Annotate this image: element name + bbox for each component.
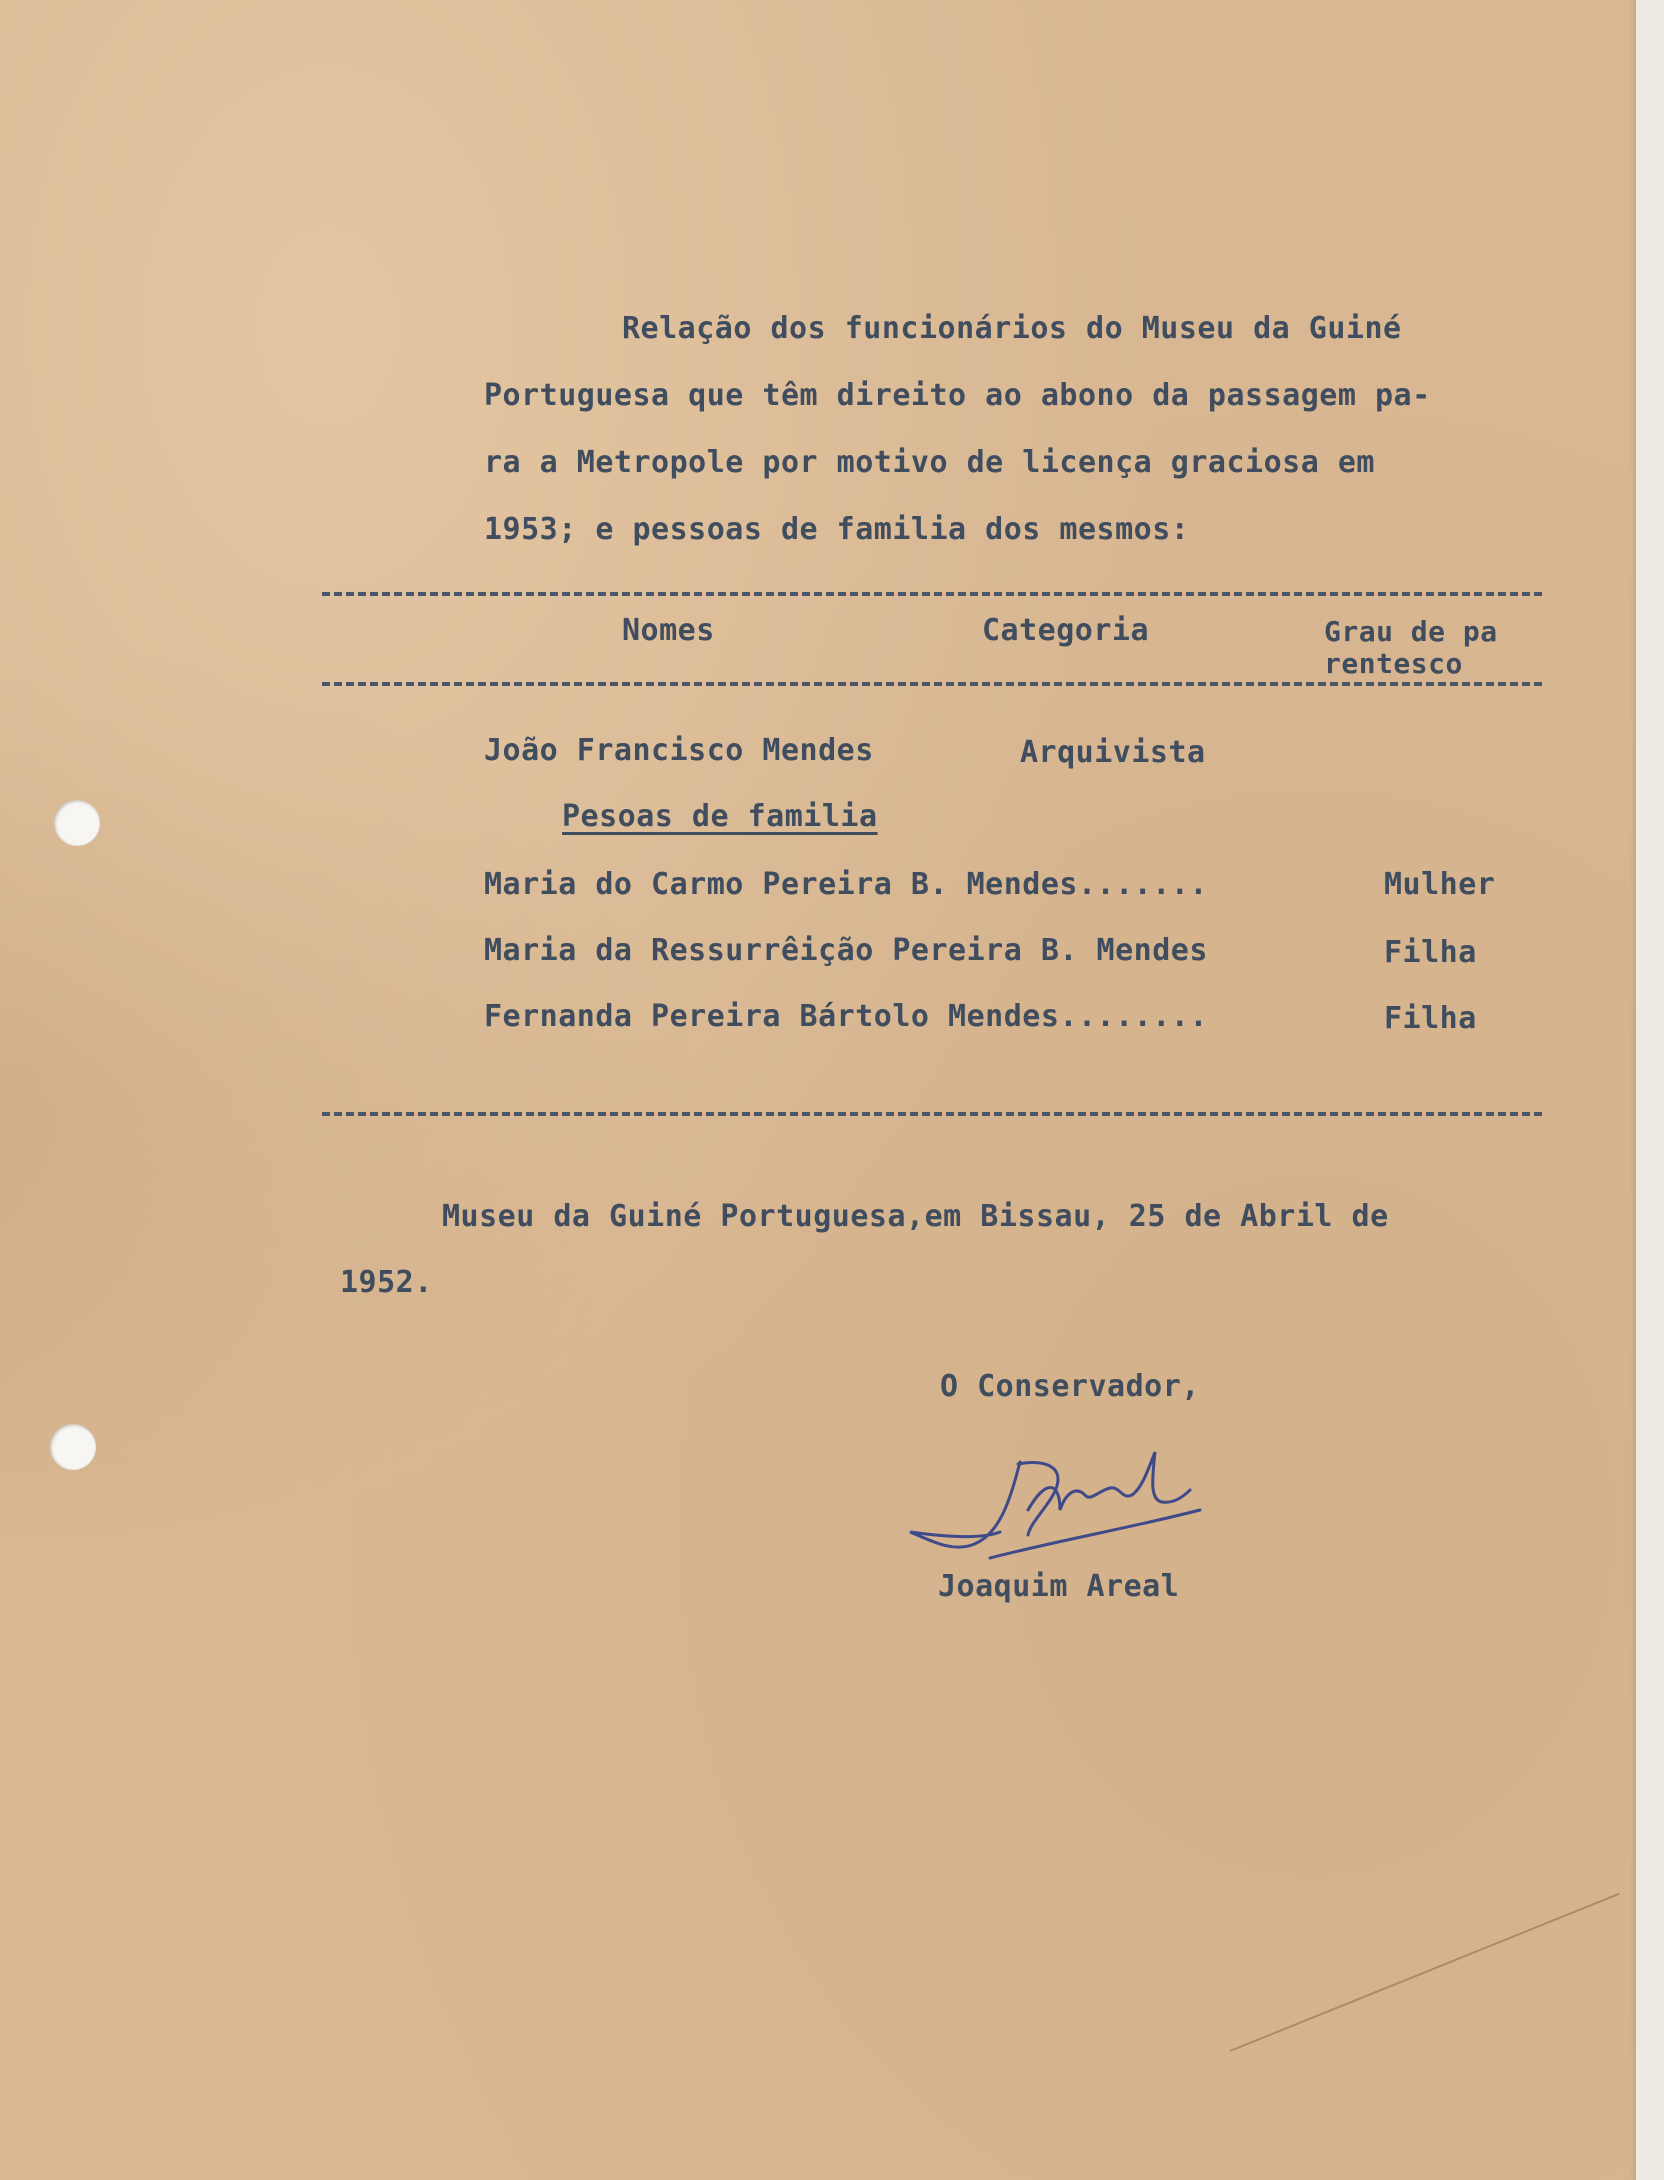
employee-name: João Francisco Mendes [484, 733, 874, 768]
header-kinship-line-1: Grau de pa [1324, 615, 1498, 648]
header-names: Nomes [622, 613, 715, 648]
header-category: Categoria [982, 613, 1150, 648]
family-member-2-name: Maria da Ressurrêição Pereira B. Mendes [484, 933, 1208, 968]
scan-background-edge [1636, 0, 1664, 2180]
family-member-1-relation: Mulher [1384, 867, 1496, 902]
header-kinship-line-2: rentesco [1324, 647, 1463, 680]
table-bottom-rule [322, 1112, 1542, 1116]
punch-hole-top [54, 800, 100, 846]
paper-crease [1230, 1893, 1620, 2052]
family-member-1-name: Maria do Carmo Pereira B. Mendes....... [484, 867, 1208, 902]
intro-line-4: 1953; e pessoas de familia dos mesmos: [484, 512, 1190, 547]
employee-category: Arquivista [1020, 735, 1206, 770]
table-top-rule [322, 592, 1542, 596]
place-date-line: Museu da Guiné Portuguesa,em Bissau, 25 de Abril de [442, 1199, 1389, 1234]
year-line: 1952. [340, 1265, 433, 1300]
punch-hole-bottom [50, 1424, 96, 1470]
intro-line-1: Relação dos funcionários do Museu da Guiné [622, 311, 1402, 346]
family-heading: Pesoas de familia [562, 799, 878, 834]
handwritten-signature [900, 1440, 1230, 1570]
family-member-3-relation: Filha [1384, 1001, 1477, 1036]
intro-line-2: Portuguesa que têm direito ao abono da passagem pa- [484, 378, 1431, 413]
family-member-2-relation: Filha [1384, 935, 1477, 970]
family-member-3-name: Fernanda Pereira Bártolo Mendes........ [484, 999, 1208, 1034]
intro-line-3: ra a Metropole por motivo de licença graciosa em [484, 445, 1375, 480]
table-header-rule [322, 682, 1542, 686]
signatory-name: Joaquim Areal [938, 1569, 1180, 1604]
conservator-title: O Conservador, [940, 1369, 1200, 1404]
